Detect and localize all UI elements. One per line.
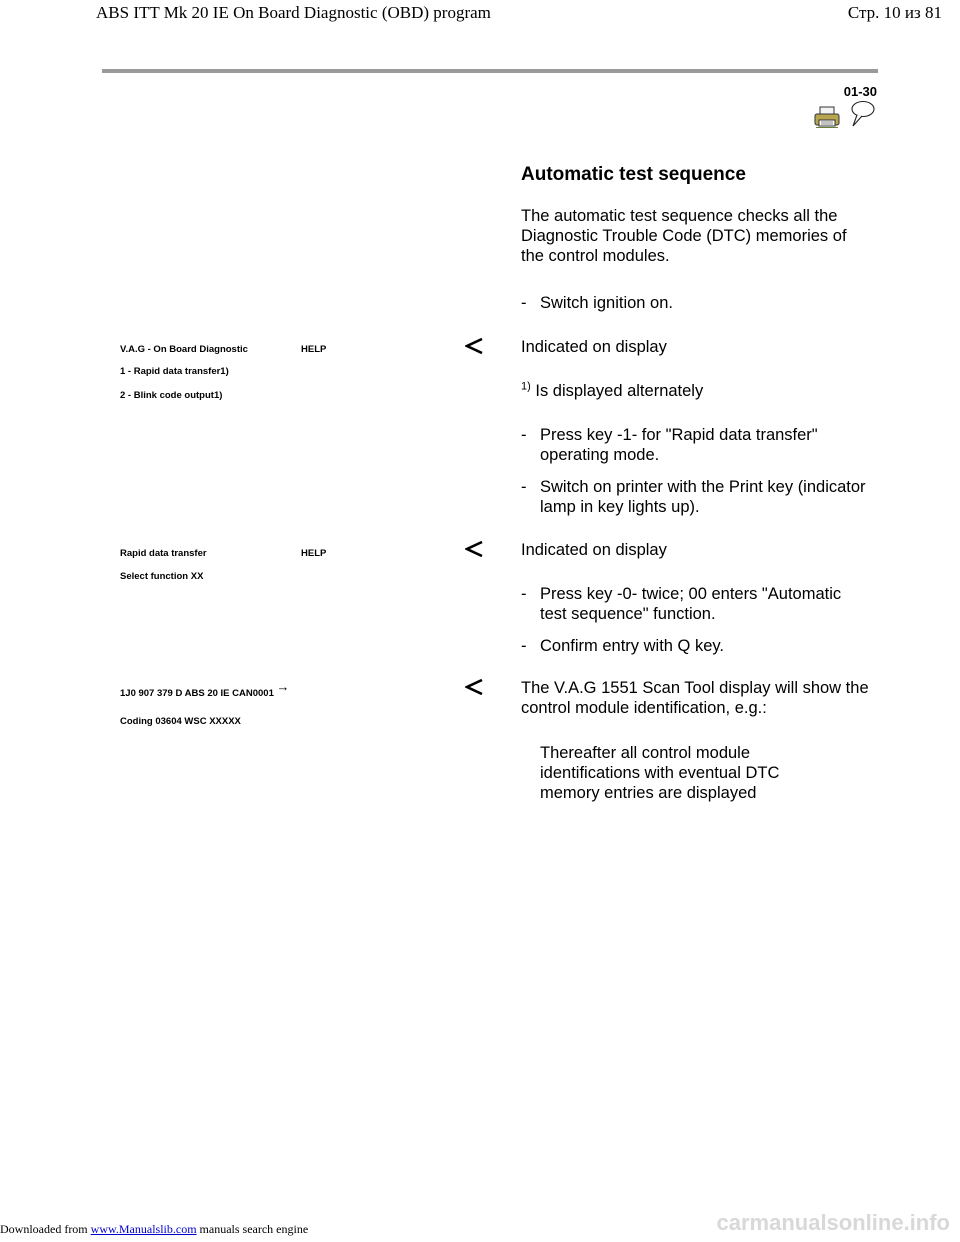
pointer-left-icon xyxy=(465,679,483,695)
display3-line1 xyxy=(120,679,290,699)
continuation-arrow-icon: → xyxy=(276,679,290,694)
printer-icon[interactable] xyxy=(814,106,840,128)
page-indicator: Стр. 10 из 81 xyxy=(847,3,942,22)
step-text: Press key -0- twice; 00 enters "Automatic test sequence" function. xyxy=(540,585,842,623)
step-text: Switch on printer with the Print key (indicator lamp in key lights up). xyxy=(540,478,866,516)
step-text: Press key -1- for "Rapid data transfer" operating mode. xyxy=(540,426,818,464)
bullet-dash: - xyxy=(521,585,527,603)
intro-paragraph: The automatic test sequence checks all the Diagnostic Trouble Code (DTC) memories of the control modules. xyxy=(521,207,847,265)
scan-tool-note: The V.A.G 1551 Scan Tool display will show the control module identification, e.g.: xyxy=(521,679,869,717)
bullet-dash: - xyxy=(521,478,527,496)
display2-line1-left: Rapid data transfer xyxy=(120,548,207,559)
watermark: carmanualsonline.info xyxy=(716,1210,950,1235)
page-code: 01-30 xyxy=(843,84,877,99)
thereafter-note: Thereafter all control module identifications with eventual DTC memory entries are displayed xyxy=(540,744,780,802)
step-switch-ignition xyxy=(521,293,871,313)
speech-bubble-icon[interactable] xyxy=(848,100,876,128)
step-press-key-0 xyxy=(521,584,871,624)
step-text: Switch ignition on. xyxy=(540,294,673,312)
indicated-on-display-1: Indicated on display xyxy=(521,338,667,356)
display2-line1-right: HELP xyxy=(301,548,327,559)
indicated-on-display-2: Indicated on display xyxy=(521,541,667,559)
download-footer xyxy=(0,1222,308,1237)
display1-line1-right: HELP xyxy=(301,344,327,355)
step-press-key-1 xyxy=(521,425,871,465)
footnote-mark: 1) xyxy=(521,380,531,393)
step-switch-printer xyxy=(521,477,871,517)
section-title: Automatic test sequence xyxy=(521,164,746,185)
display3-line1-text: 1J0 907 379 D ABS 20 IE CAN0001 xyxy=(120,688,274,699)
footer-suffix: manuals search engine xyxy=(199,1222,309,1236)
pointer-left-icon xyxy=(465,541,483,557)
footnote xyxy=(521,381,703,401)
pointer-left-icon xyxy=(465,338,483,354)
bullet-dash: - xyxy=(521,294,527,312)
display2-line2: Select function XX xyxy=(120,571,204,582)
bullet-dash: - xyxy=(521,637,527,655)
footnote-text: Is displayed alternately xyxy=(535,382,704,400)
step-text: Confirm entry with Q key. xyxy=(540,637,724,655)
document-title: ABS ITT Mk 20 IE On Board Diagnostic (OBD) program xyxy=(96,3,491,22)
manualslib-link[interactable]: www.Manualslib.com xyxy=(90,1222,197,1236)
footer-prefix: Downloaded from xyxy=(0,1222,88,1236)
bullet-dash: - xyxy=(521,426,527,444)
display3-line2: Coding 03604 WSC XXXXX xyxy=(120,716,241,727)
display1-line3: 2 - Blink code output1) xyxy=(120,390,223,401)
display1-line1-left: V.A.G - On Board Diagnostic xyxy=(120,344,248,355)
top-divider xyxy=(102,69,878,73)
step-confirm-entry xyxy=(521,636,871,656)
display1-line2: 1 - Rapid data transfer1) xyxy=(120,366,229,377)
